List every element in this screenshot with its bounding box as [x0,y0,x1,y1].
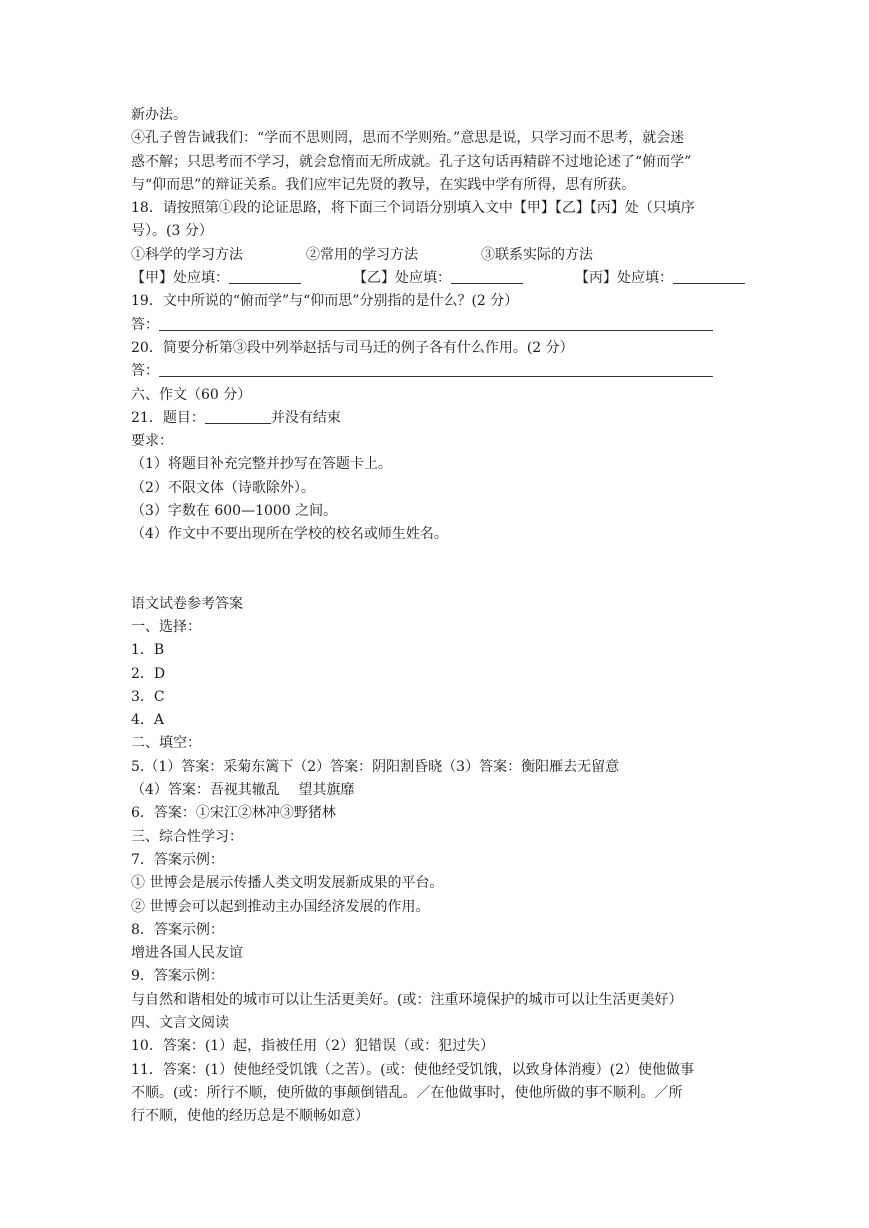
section-heading: 六、作文（60 分） [131,386,252,403]
answer-item: 不顺。(或：所行不顺，使所做的事颠倒错乱。／在他做事时，使他所做的事不顺利。／所 [131,1084,683,1101]
answer-item: 10．答案：(1）起，指被任用（2）犯错误（或：犯过失） [131,1038,495,1055]
paragraph-line: ④孔子曾告诫我们：“学而不思则罔，思而不学则殆。”意思是说，只学习而不思考，就会迷 [131,130,685,147]
section-heading: 二、填空： [131,735,201,752]
answer-item: ① 世博会是展示传播人类文明发展新成果的平台。 [131,875,444,892]
answer-item: 行不顺，使他的经历总是不顺畅如意） [131,1108,369,1125]
answer-item: 增进各国人民友谊 [131,945,243,962]
answer-item: 8．答案示例： [131,921,224,938]
fill-blank-yi[interactable] [451,269,523,284]
spacer [131,547,743,593]
question-18: 18．请按照第①段的论证思路，将下面三个词语分别填入文中【甲】【乙】【丙】处（只填序 [131,200,695,217]
fill-label-bing: 【丙】处应填： [575,270,673,287]
answer-item: 9．答案示例： [131,968,224,985]
section-heading: 三、综合性学习： [131,828,243,845]
answer-item: 4．A [131,712,165,729]
section-heading: 四、文言文阅读 [131,1014,229,1031]
document-body [131,104,743,1128]
question-18-fill-row [131,267,743,290]
answer-label: 答： [131,316,159,333]
question-19: 19．文中所说的“俯而学”与“仰而思”分别指的是什么？(2 分） [131,293,519,310]
paragraph-line: 新办法。 [131,107,187,123]
question-18-cont: 号）。(3 分） [131,223,213,240]
answer-label: 答： [131,363,159,380]
answer-line-19 [131,314,743,337]
answer-item: 1．B [131,642,165,659]
answer-item: 7．答案示例： [131,851,224,868]
paragraph-line: 与“仰而思”的辩证关系。我们应牢记先贤的教导，在实践中学有所得，思有所获。 [131,176,636,193]
fill-label-yi: 【乙】处应填： [353,270,451,287]
fill-label-jia: 【甲】处应填： [131,270,229,287]
answer-key-title: 语文试卷参考答案 [131,595,243,612]
question-21 [131,407,743,430]
section-heading: 一、选择： [131,618,201,635]
answer-item: 2．D [131,665,166,682]
answer-blank-19[interactable] [159,316,713,331]
answer-item: 6．答案：①宋江②林冲③野猪林 [131,805,336,822]
answer-item: 与自然和谐相处的城市可以让生活更美好。(或：注重环境保护的城市可以让生活更美好） [131,991,683,1008]
requirements-label: 要求： [131,433,173,450]
question-18-options [131,244,743,267]
answer-item: 3．C [131,688,165,705]
fill-blank-bing[interactable] [673,269,745,284]
paragraph-line: 惑不解；只思考而不学习，就会怠惰而无所成就。孔子这句话再精辟不过地论述了“俯而学” [131,153,692,170]
answer-item: （4）答案：吾视其辙乱 望其旗靡 [131,782,355,799]
answer-item: 5.（1）答案：采菊东篱下（2）答案：阴阳割昏晓（3）答案：衡阳雁去无留意 [131,758,620,775]
answer-line-20 [131,360,743,383]
question-21-prefix: 21．题目： [131,409,205,426]
requirement-item: （1）将题目补充完整并抄写在答题卡上。 [131,456,392,473]
fill-blank-jia[interactable] [229,269,301,284]
title-blank[interactable] [205,409,271,424]
question-21-suffix: 并没有结束 [270,409,341,426]
answer-item: 11．答案：(1）使他经受饥饿（之苦）。(或：使他经受饥饿，以致身体消瘦）(2）使他做事 [131,1061,695,1078]
requirement-item: （3）字数在 600—1000 之间。 [131,503,338,520]
requirement-item: （4）作文中不要出现所在学校的校名或师生姓名。 [131,526,448,543]
option-3: ③联系实际的方法 [481,246,593,263]
option-1: ①科学的学习方法 [131,246,243,263]
question-20: 20．简要分析第③段中列举赵括与司马迁的例子各有什么作用。(2 分） [131,339,574,356]
requirement-item: （2）不限文体（诗歌除外）。 [131,479,315,496]
option-2: ②常用的学习方法 [306,246,418,263]
answer-blank-20[interactable] [159,362,713,377]
answer-item: ② 世博会可以起到推动主办国经济发展的作用。 [131,898,430,915]
